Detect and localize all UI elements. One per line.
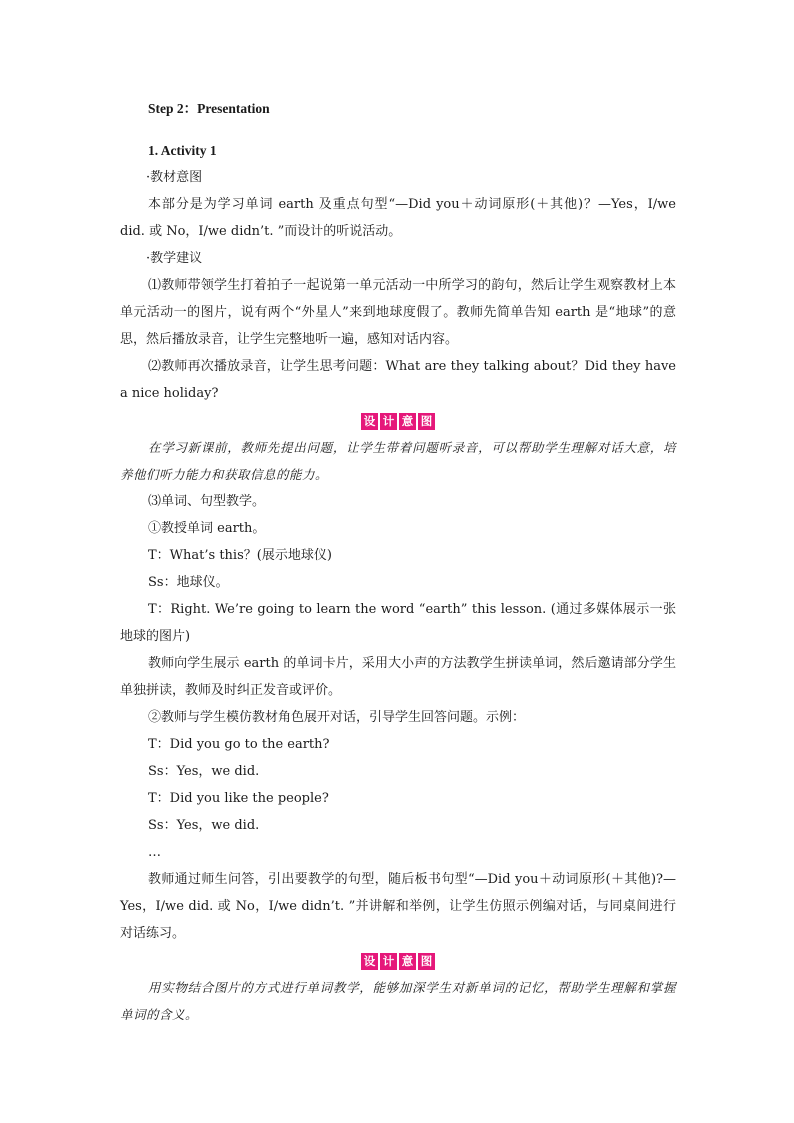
tag-char: 设 (361, 953, 378, 970)
step-title: Step 2：Presentation (148, 101, 270, 116)
dialogue-line: T：Right. We’re going to learn the word “earth” this lesson. (通过多媒体展示一张地球的图片) (120, 602, 676, 644)
lesson-content (120, 96, 676, 1028)
activity-title: 1. Activity 1 (148, 143, 217, 158)
ellipsis: … (148, 845, 161, 860)
section-label-intent: ·教材意图 (146, 170, 203, 185)
design-intent-badge-2 (120, 953, 676, 970)
suggestion-paragraph-3: ⑶单词、句型教学。 (148, 494, 266, 509)
section-label-suggestions: ·教学建议 (146, 251, 203, 266)
dialogue-line: T：What’s this？(展示地球仪) (148, 548, 332, 563)
dialogue-line: Ss：Yes，we did. (148, 818, 260, 833)
sub-step-1: ①教授单词 earth。 (148, 521, 266, 536)
design-intent-text-2: 用实物结合图片的方式进行单词教学，能够加深学生对新单词的记忆，帮助学生理解和掌握单词的含义。 (120, 980, 676, 1022)
intent-paragraph: 本部分是为学习单词 earth 及重点句型“—Did you＋动词原形(＋其他)？—Yes，I/we did. 或 No，I/we didn’t. ”而设计的听说活动。 (120, 197, 676, 239)
teaching-paragraph: 教师通过师生问答，引出要教学的句型，随后板书句型“—Did you＋动词原形(＋其他)?—Yes，I/we did. 或 No，I/we didn’t. ”并讲解和举例，让学生仿照示例编对话，与同桌间进行对话练习。 (120, 872, 676, 941)
tag-char: 意 (399, 953, 416, 970)
design-intent-text-1: 在学习新课前，教师先提出问题，让学生带着问题听录音，可以帮助学生理解对话大意，培养他们听力能力和获取信息的能力。 (120, 440, 676, 482)
tag-char: 图 (418, 953, 435, 970)
dialogue-line: Ss：Yes，we did. (148, 764, 260, 779)
dialogue-line: Ss：地球仪。 (148, 575, 229, 590)
teaching-paragraph: 教师向学生展示 earth 的单词卡片，采用大小声的方法教学生拼读单词，然后邀请部分学生单独拼读，教师及时纠正发音或评价。 (120, 656, 676, 698)
tag-char: 计 (380, 953, 397, 970)
design-intent-tag (361, 953, 435, 970)
tag-char: 计 (380, 413, 397, 430)
dialogue-line: T：Did you go to the earth? (148, 737, 330, 752)
dialogue-line: T：Did you like the people? (148, 791, 329, 806)
tag-char: 设 (361, 413, 378, 430)
sub-step-2: ②教师与学生模仿教材角色展开对话，引导学生回答问题。示例： (148, 710, 526, 725)
design-intent-badge-1 (120, 413, 676, 430)
design-intent-tag (361, 413, 435, 430)
tag-char: 意 (399, 413, 416, 430)
suggestion-paragraph-2: ⑵教师再次播放录音，让学生思考问题：What are they talking about？Did they have a nice holiday? (120, 359, 676, 401)
tag-char: 图 (418, 413, 435, 430)
suggestion-paragraph-1: ⑴教师带领学生打着拍子一起说第一单元活动一中所学习的韵句，然后让学生观察教材上本单元活动一的图片，说有两个“外星人”来到地球度假了。教师先简单告知 earth 是“地球”的意思，然后播放录音，让学生完整地听一遍，感知对话内容。 (120, 278, 676, 347)
